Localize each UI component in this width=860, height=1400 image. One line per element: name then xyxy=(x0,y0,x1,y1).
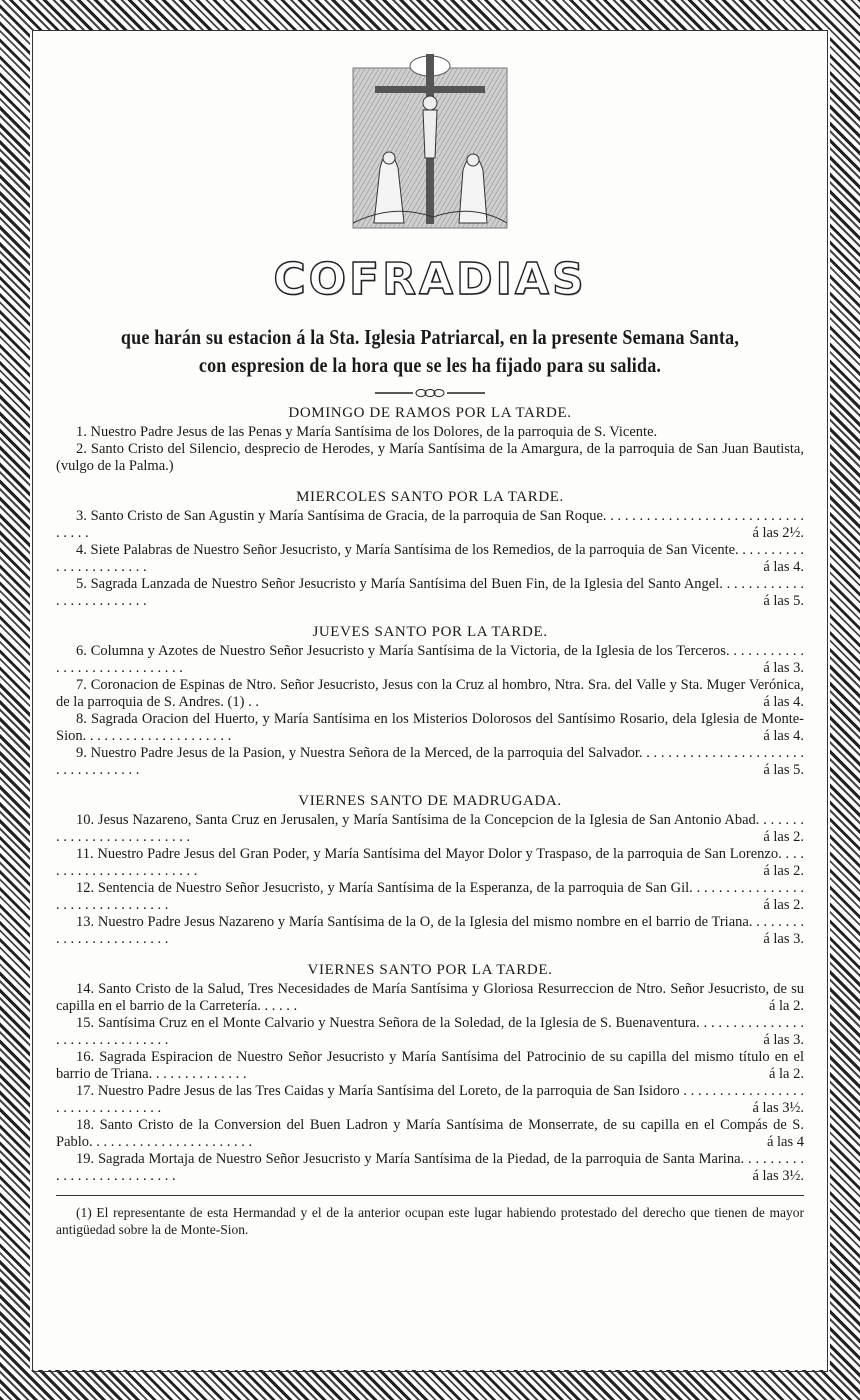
entry-text: 14. Santo Cristo de la Salud, Tres Necesidades de María Santísima y Gloriosa Resurreccion de Ntro. Señor Jesucristo, de su capilla en el barrio de la Carretería. . . . . . xyxy=(56,981,804,1014)
departure-time: á las 3½. xyxy=(726,1168,804,1185)
cofradia-entry xyxy=(56,1117,804,1151)
cofradia-entry xyxy=(56,745,804,779)
cofradia-entry xyxy=(56,441,804,475)
departure-time: á las 5. xyxy=(737,762,804,779)
entry-text: 1. Nuestro Padre Jesus de las Penas y María Santísima de los Dolores, de la parroquia de S. Vicente. xyxy=(76,424,658,440)
entry-text: 4. Siete Palabras de Nuestro Señor Jesucristo, y María Santísima de los Remedios, de la parroquia de San Vicente. . . . . . . . . . . . . . . . . . . . . . . xyxy=(56,542,804,575)
section-heading: VIERNES SANTO DE MADRUGADA. xyxy=(298,793,562,809)
cofradia-entry xyxy=(56,508,804,542)
subtitle-line-1: que harán su estacion á la Sta. Iglesia Patriarcal, en la presente Semana Santa, xyxy=(120,325,740,349)
entry-text: 19. Sagrada Mortaja de Nuestro Señor Jesucristo y María Santísima de la Piedad, de la parroquia de Santa Marina. . . . . . . . . . . . . . . . . . . . . . . . . . xyxy=(56,1151,804,1184)
departure-time: á las 2. xyxy=(737,863,804,880)
cofradia-entry xyxy=(56,677,804,711)
departure-time: á la 2. xyxy=(743,1066,804,1083)
section-heading: VIERNES SANTO POR LA TARDE. xyxy=(307,962,553,978)
entry-text: 7. Coronacion de Espinas de Ntro. Señor Jesucristo, Jesus con la Cruz al hombro, Ntra. Sra. del Valle y Sta. Muger Verónica, de la parroquia de S. Andres. (1) . . xyxy=(56,677,804,710)
ornament-divider-icon xyxy=(375,387,485,399)
section-heading: JUEVES SANTO POR LA TARDE. xyxy=(312,624,548,640)
cofradia-entry xyxy=(56,812,804,846)
page-title: COFRADIAS xyxy=(273,254,587,305)
entry-text: 15. Santísima Cruz en el Monte Calvario y Nuestra Señora de la Soledad, de la Iglesia de S. Buenaventura. . . . . . . . . . . . . . . . . . . . . . . . . . . . . . . xyxy=(56,1015,804,1048)
crucifixion-engraving-icon xyxy=(335,48,525,233)
departure-time: á las 2. xyxy=(737,829,804,846)
entry-text: 16. Sagrada Espiracion de Nuestro Señor Jesucristo y María Santísima del Patrocinio de su capilla del mismo título en el barrio de Triana. . . . . . . . . . . . . . xyxy=(56,1049,804,1082)
cofradia-entry xyxy=(56,914,804,948)
entry-text: 9. Nuestro Padre Jesus de la Pasion, y Nuestra Señora de la Merced, de la parroquia del Salvador. . . . . . . . . . . . . . . . . . . . . . . . . . . . . . . . . . . xyxy=(56,745,804,778)
departure-time: á las 4 xyxy=(741,1134,804,1151)
entry-text: 10. Jesus Nazareno, Santa Cruz en Jerusalen, y María Santísima de la Concepcion de la Iglesia de San Antonio Abad. . . . . . . . . . . . . . . . . . . . . . . . . . xyxy=(56,812,804,845)
cofradia-entry xyxy=(56,880,804,914)
entry-text: 8. Sagrada Oracion del Huerto, y María Santísima en los Misterios Dolorosos del Santísimo Rosario, dela Iglesia de Monte-Sion. . . . . . . . . . . . . . . . . . . . . xyxy=(56,711,804,744)
departure-time: á las 2. xyxy=(737,897,804,914)
departure-time: á las 2½. xyxy=(726,525,804,542)
departure-time: á las 5. xyxy=(737,593,804,610)
departure-time: á las 3. xyxy=(737,931,804,948)
departure-time: á las 4. xyxy=(737,694,804,711)
entry-text: 6. Columna y Azotes de Nuestro Señor Jesucristo y María Santísima de la Victoria, de la Iglesia de los Terceros. . . . . . . . . . . . . . . . . . . . . . . . . . . . . xyxy=(56,643,804,676)
cofradia-entry xyxy=(56,846,804,880)
footnote: (1) El representante de esta Hermandad y el de la anterior ocupan este lugar habiendo protestado del derecho que tienen de mayor antigüedad sobre la de Monte-Sion. xyxy=(56,1195,804,1238)
section-heading: MIERCOLES SANTO POR LA TARDE. xyxy=(296,489,564,505)
cofradia-entry xyxy=(56,1015,804,1049)
cofradia-entry xyxy=(56,981,804,1015)
departure-time: á las 4. xyxy=(737,728,804,745)
departure-time: á las 4. xyxy=(737,559,804,576)
entry-text: 17. Nuestro Padre Jesus de las Tres Caidas y María Santísima del Loreto, de la parroquia de San Isidoro . . . . . . . . . . . . . . . . . . . . . . . . . . . . . . . . xyxy=(56,1083,804,1116)
cofradia-entry xyxy=(56,542,804,576)
schedule xyxy=(56,405,804,1185)
departure-time: á las 3½. xyxy=(726,1100,804,1117)
entry-text: 2. Santo Cristo del Silencio, desprecio de Herodes, y María Santísima de la Amargura, de la parroquia de San Juan Bautista, (vulgo de la Palma.) xyxy=(56,441,804,474)
entry-text: 18. Santo Cristo de la Conversion del Buen Ladron y María Santísima de Monserrate, de su capilla en el Compás de S. Pablo. . . . . . . . . . . . . . . . . . . . . . . xyxy=(56,1117,804,1150)
subtitle-line-2: con espresion de la hora que se les ha fijado para su salida. xyxy=(198,353,662,377)
cofradia-entry xyxy=(56,711,804,745)
entry-text: 5. Sagrada Lanzada de Nuestro Señor Jesucristo y María Santísima del Buen Fin, de la Iglesia del Santo Angel. . . . . . . . . . . . . . . . . . . . . . . . . xyxy=(56,576,804,609)
section-heading: DOMINGO DE RAMOS POR LA TARDE. xyxy=(288,405,572,421)
entry-text: 3. Santo Cristo de San Agustin y María Santísima de Gracia, de la parroquia de San Roque. . . . . . . . . . . . . . . . . . . . . . . . . . . . . . . . . xyxy=(56,508,804,541)
departure-time: á las 3. xyxy=(737,1032,804,1049)
cofradia-entry xyxy=(56,1049,804,1083)
entry-text: 12. Sentencia de Nuestro Señor Jesucristo, y María Santísima de la Esperanza, de la parroquia de San Gil. . . . . . . . . . . . . . . . . . . . . . . . . . . . . . . . xyxy=(56,880,804,913)
cofradia-entry xyxy=(56,1083,804,1117)
cofradia-entry xyxy=(56,576,804,610)
cofradia-entry xyxy=(56,424,804,441)
cofradia-entry xyxy=(56,643,804,677)
entry-text: 13. Nuestro Padre Jesus Nazareno y María Santísima de la O, de la Iglesia del mismo nombre en el barrio de Triana. . . . . . . . . . . . . . . . . . . . . . . . xyxy=(56,914,804,947)
cofradia-entry xyxy=(56,1151,804,1185)
departure-time: á la 2. xyxy=(743,998,804,1015)
departure-time: á las 3. xyxy=(737,660,804,677)
entry-text: 11. Nuestro Padre Jesus del Gran Poder, y María Santísima del Mayor Dolor y Traspaso, de la parroquia de San Lorenzo. . . . . . . . . . . . . . . . . . . . . . . . xyxy=(56,846,804,879)
subtitle xyxy=(108,323,751,379)
broadside xyxy=(56,48,804,1378)
